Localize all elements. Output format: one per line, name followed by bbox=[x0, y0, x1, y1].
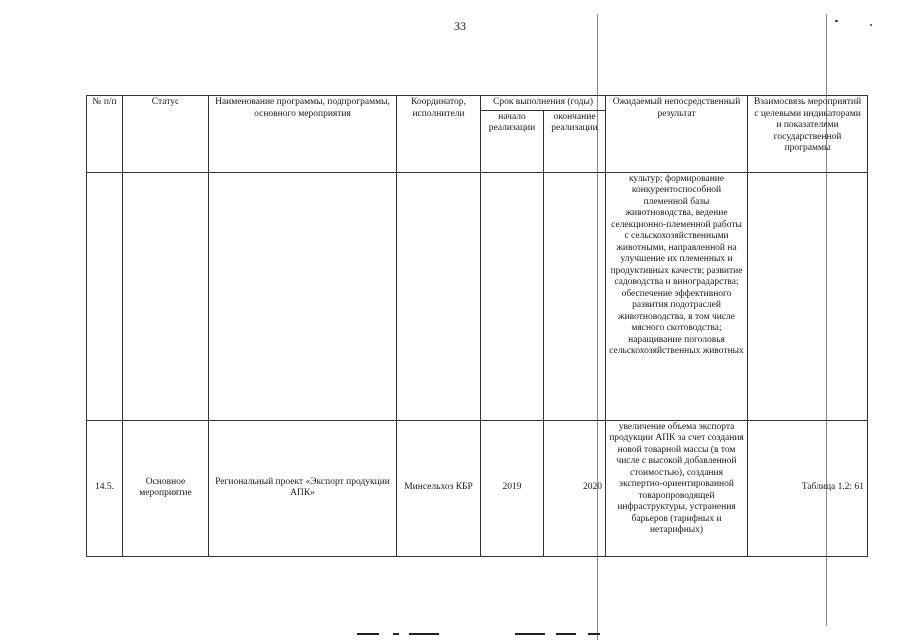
cell-name: Региональный проект «Экспорт продукции АПК» bbox=[209, 420, 397, 556]
cell-start bbox=[481, 172, 544, 420]
table-row bbox=[87, 420, 868, 556]
scan-stroke bbox=[515, 633, 545, 635]
header-end: окончание реализации bbox=[544, 110, 606, 172]
scan-stroke bbox=[588, 633, 600, 635]
cell-status: Основное мероприятие bbox=[123, 420, 209, 556]
table-row bbox=[87, 172, 868, 420]
cell-result: культур; формирование конкурентоспособной племенной базы животноводства, ведение селекционно-племенной работы с сельскохозяйственными животными, направленной на улучшение их племенных и продуктивных качеств; развитие садоводства и виноградарства; обеспечение эффективного развития подотраслей животноводства, в том числе мясного скотоводства; наращивание поголовья сельскохозяйственных животных bbox=[606, 172, 748, 420]
cell-link bbox=[748, 172, 868, 420]
header-result: Ожидаемый непосредственный результат bbox=[606, 96, 748, 173]
scan-speck bbox=[835, 20, 838, 22]
header-coordinator: Координатор, исполнители bbox=[397, 96, 481, 173]
cell-coordinator bbox=[397, 172, 481, 420]
header-period: Срок выполнения (годы) bbox=[481, 96, 606, 111]
scan-stroke bbox=[409, 633, 439, 635]
program-table bbox=[86, 95, 868, 557]
cell-end bbox=[544, 172, 606, 420]
header-num: № п/п bbox=[87, 96, 123, 173]
cell-coordinator: Минсельхоз КБР bbox=[397, 420, 481, 556]
page-number: 33 bbox=[454, 19, 466, 33]
header-link: Взаимосвязь мероприятий с целевыми индикаторами и показателями государственной программы bbox=[748, 96, 868, 173]
scan-stroke bbox=[357, 633, 379, 635]
cell-num: 14.5. bbox=[87, 420, 123, 556]
header-start: начало реализации bbox=[481, 110, 544, 172]
cell-status bbox=[123, 172, 209, 420]
cell-result: увеличение объема экспорта продукции АПК за счет создания новой товарной массы (в том числе с высокой добавленной стоимостью), создания экспертно-ориентированной товаропроводящей инфраструктуры, устранения барьеров (тарифных и нетарифных) bbox=[606, 420, 748, 556]
scan-speck bbox=[870, 24, 872, 26]
cell-end: 2020 bbox=[544, 420, 606, 556]
cell-start: 2019 bbox=[481, 420, 544, 556]
scan-stroke bbox=[556, 633, 576, 635]
header-status: Статус bbox=[123, 96, 209, 173]
header-name: Наименование программы, подпрограммы, основного мероприятия bbox=[209, 96, 397, 173]
scan-stroke bbox=[393, 633, 399, 635]
cell-link: Таблица 1.2: 61 bbox=[748, 420, 868, 556]
cell-name bbox=[209, 172, 397, 420]
cell-num bbox=[87, 172, 123, 420]
